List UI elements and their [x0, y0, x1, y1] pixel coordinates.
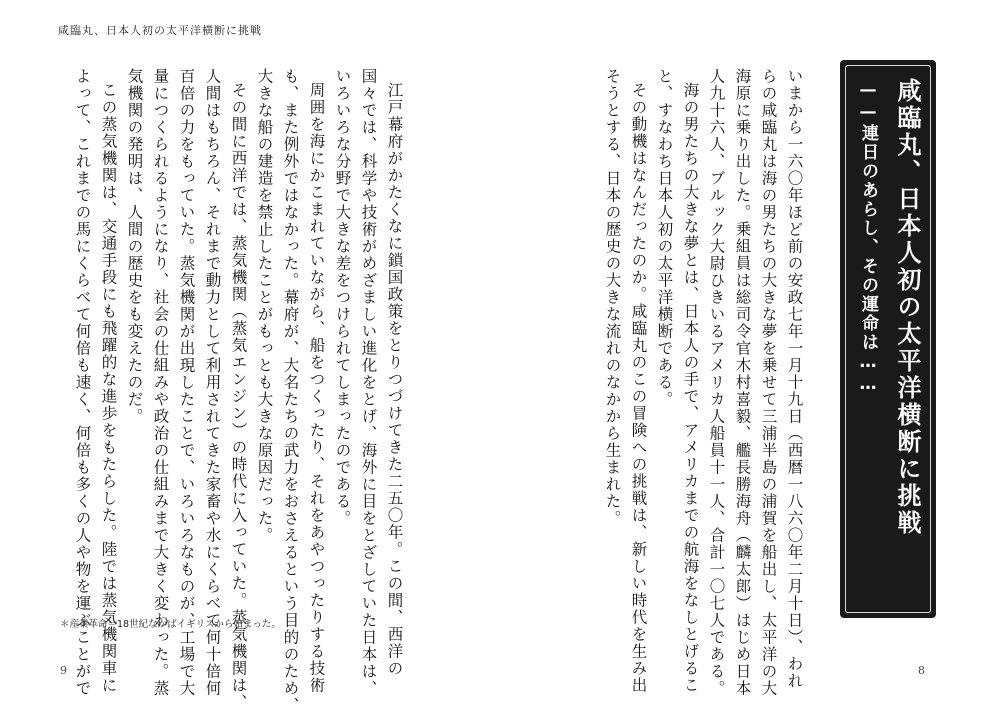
page-number-right: 8 — [918, 664, 925, 677]
left-page-line: 量につくられるようになり、社会の仕組みや政治の仕組みまで大きく変わった。蒸 — [151, 68, 170, 697]
left-page-line: 国々では、科学や技術がめざましい進化をとげ、海外に目をとざしていた日本は、 — [359, 68, 378, 697]
left-page-line: 江戸幕府がかたくなに鎖国政策をとりつづけてきた二五〇年。この間、西洋の — [385, 82, 404, 677]
chapter-title: 咸臨丸、日本人初の太平洋横断に挑戦 — [893, 78, 921, 537]
right-page-line: 人九十六人、ブルック大尉ひきいるアメリカ人船員十一人、合計一〇七人である。 — [707, 68, 726, 697]
chapter-subtitle: ——連日のあらし、その運命は…… — [858, 80, 878, 396]
right-page-line: と、すなわち日本人初の太平洋横断である。 — [655, 68, 674, 408]
left-page-line: 周囲を海にかこまれていながら、船をつくったり、それをあやつったりする技術 — [307, 82, 326, 694]
left-page-line: いろいろな分野で大きな差をつけられてしまったのである。 — [333, 68, 352, 527]
running-head: 咸臨丸、日本人初の太平洋横断に挑戦 — [58, 24, 262, 37]
title-box — [840, 60, 936, 618]
right-page-line: らの咸臨丸は海の男たちの大きな夢を乗せて三浦半島の浦賀を船出し、太平洋の大 — [759, 68, 778, 697]
left-page-line: よって、これまでの馬にくらべて何倍も速く、何倍も多くの人や物を運ぶことがで — [73, 68, 92, 697]
left-page-line: この蒸気機関は、交通手段にも飛躍的な進歩をもたらした。陸では蒸気機関車に — [99, 82, 118, 694]
page-number-left: 9 — [60, 664, 67, 677]
right-page-line: 海の男たちの大きな夢とは、日本人の手で、アメリカまでの航海をなしとげるこ — [681, 82, 700, 694]
left-page-line: その間に西洋では、蒸気機関（蒸気エンジン）の時代に入っていた。蒸気機関は、 — [229, 82, 248, 711]
left-page-line: 百倍の力をもっていた。蒸気機関が出現したことで、いろいろなものが、工場で大 — [177, 68, 196, 697]
left-page-line: も、また例外ではなかった。幕府が、大名たちの武力をおさえるという目的のため、 — [281, 68, 300, 714]
right-page-line: いまから一六〇年ほど前の安政七年一月十九日（西暦一八六〇年二月十日）、われ — [785, 68, 804, 690]
right-page-line: その動機はなんだったのか。咸臨丸のこの冒険への挑戦は、新しい時代を生み出 — [629, 82, 648, 694]
left-page-line: 人間はもちろん、それまで動力として利用されてきた家畜や水にくらべて何十倍何 — [203, 68, 222, 697]
footnote: ＊産業革命＝18世紀なかばイギリスから始まった。 — [60, 619, 281, 630]
right-page-line: 海原に乗り出した。乗組員は総司令官木村喜毅、艦長勝海舟（麟太郎）はじめ日本 — [733, 68, 752, 697]
left-page-line: 気機関の発明は、人間の歴史をも変えたのだ。 — [125, 68, 144, 425]
right-page-line: そうとする、日本の歴史の大きな流れのなかから生まれた。 — [603, 68, 622, 527]
left-page-line: 大きな船の建造を禁止したことがもっとも大きな原因だった。 — [255, 68, 274, 544]
